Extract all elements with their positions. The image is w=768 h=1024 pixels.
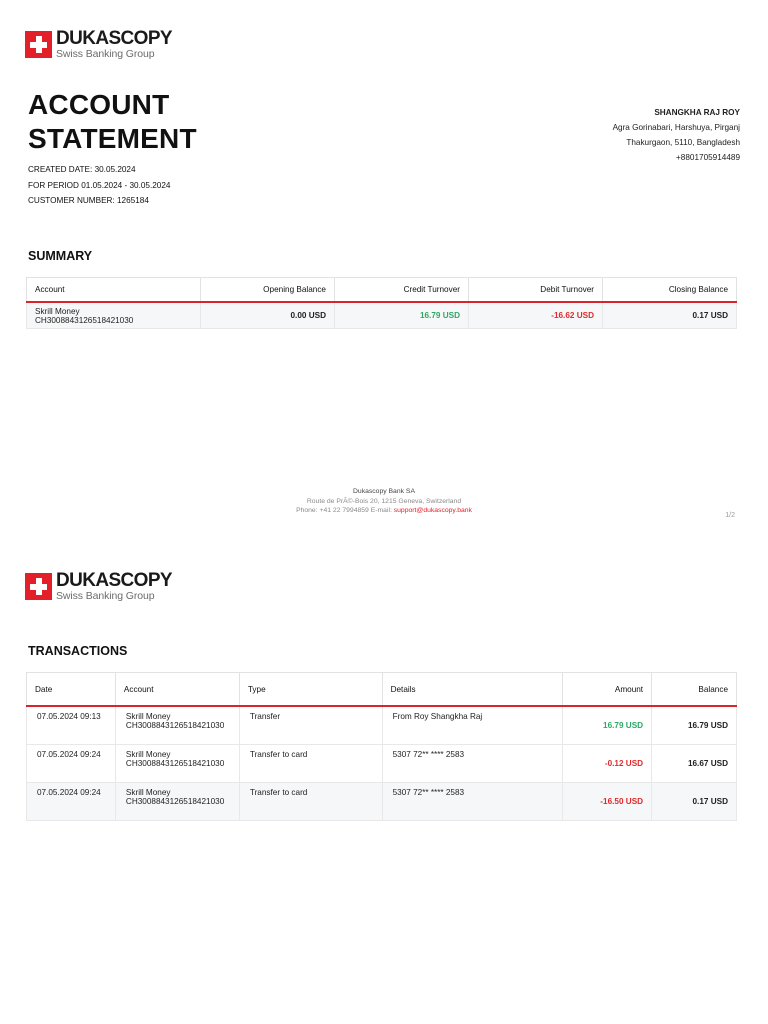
summary-table — [26, 277, 737, 329]
tx-date: 07.05.2024 09:13 — [27, 706, 116, 745]
table-row — [27, 745, 737, 783]
logo-name: DUKASCOPY — [56, 570, 173, 591]
logo-name: DUKASCOPY — [56, 28, 173, 49]
account-iban: CH3008843126518421030 — [125, 759, 225, 768]
tx-col-amount: Amount — [563, 673, 652, 707]
summary-col-account: Account — [27, 278, 201, 303]
logo-subtitle: Swiss Banking Group — [56, 48, 155, 60]
footer-contact — [0, 506, 768, 516]
tx-details: From Roy Shangkha Raj — [382, 706, 563, 745]
summary-col-debit: Debit Turnover — [469, 278, 603, 303]
account-name: Skrill Money — [125, 712, 171, 721]
customer-address-line-1: Agra Gorinabari, Harshuya, Pirganj — [612, 123, 740, 132]
swiss-cross-icon — [25, 573, 52, 600]
logo-subtitle: Swiss Banking Group — [56, 590, 155, 602]
customer-number: CUSTOMER NUMBER: 1265184 — [28, 196, 149, 205]
swiss-cross-icon — [25, 31, 52, 58]
summary-col-credit: Credit Turnover — [335, 278, 469, 303]
account-name: Skrill Money — [125, 750, 171, 759]
transactions-table — [26, 672, 737, 821]
created-date: CREATED DATE: 30.05.2024 — [28, 165, 136, 174]
customer-address-line-2: Thakurgaon, 5110, Bangladesh — [626, 138, 740, 147]
tx-type: Transfer to card — [239, 783, 382, 821]
summary-col-closing: Closing Balance — [603, 278, 737, 303]
tx-account — [115, 745, 239, 783]
account-name: Skrill Money — [125, 788, 171, 797]
transactions-heading: TRANSACTIONS — [28, 644, 128, 658]
footer-phone: Phone: +41 22 7994859 E-mail: — [296, 507, 394, 514]
tx-account — [115, 706, 239, 745]
tx-date: 07.05.2024 09:24 — [27, 745, 116, 783]
account-iban: CH3008843126518421030 — [125, 721, 225, 730]
closing-balance: 0.17 USD — [603, 302, 737, 329]
tx-amount: -16.50 USD — [563, 783, 652, 821]
table-row — [27, 302, 737, 329]
tx-col-balance: Balance — [652, 673, 737, 707]
tx-col-account: Account — [115, 673, 239, 707]
account-name: Skrill Money — [35, 306, 80, 316]
account-iban: CH3008843126518421030 — [35, 315, 134, 325]
title-line-1: ACCOUNT — [28, 89, 170, 120]
summary-col-opening: Opening Balance — [201, 278, 335, 303]
tx-type: Transfer — [239, 706, 382, 745]
tx-col-date: Date — [27, 673, 116, 707]
page-footer — [0, 487, 768, 516]
tx-amount: -0.12 USD — [563, 745, 652, 783]
tx-balance: 16.67 USD — [652, 745, 737, 783]
table-row — [27, 783, 737, 821]
tx-col-details: Details — [382, 673, 563, 707]
tx-col-type: Type — [239, 673, 382, 707]
footer-address: Route de PrÃ©-Bois 20, 1215 Geneva, Switzerland — [306, 497, 462, 505]
customer-address-block — [613, 105, 740, 165]
debit-turnover: -16.62 USD — [469, 302, 603, 329]
footer-email-link[interactable]: support@dukascopy.bank — [393, 507, 472, 514]
summary-heading: SUMMARY — [28, 249, 93, 263]
tx-type: Transfer to card — [239, 745, 382, 783]
tx-date: 07.05.2024 09:24 — [27, 783, 116, 821]
customer-phone: +8801705914489 — [676, 153, 740, 162]
transactions-header-row — [27, 673, 737, 707]
summary-header-row — [27, 278, 737, 303]
company-logo — [25, 29, 172, 60]
page-title — [28, 88, 197, 156]
page-number: 1/2 — [725, 512, 735, 519]
summary-account-cell — [27, 302, 201, 329]
opening-balance: 0.00 USD — [201, 302, 335, 329]
company-logo — [25, 571, 172, 602]
tx-amount: 16.79 USD — [563, 706, 652, 745]
tx-details: 5307 72** **** 2583 — [382, 745, 563, 783]
footer-bank-name: Dukascopy Bank SA — [353, 488, 415, 495]
tx-details: 5307 72** **** 2583 — [382, 783, 563, 821]
statement-period: FOR PERIOD 01.05.2024 - 30.05.2024 — [28, 181, 171, 190]
tx-balance: 0.17 USD — [652, 783, 737, 821]
account-iban: CH3008843126518421030 — [125, 797, 225, 806]
credit-turnover: 16.79 USD — [335, 302, 469, 329]
tx-balance: 16.79 USD — [652, 706, 737, 745]
tx-account — [115, 783, 239, 821]
customer-name: SHANGKHA RAJ ROY — [654, 108, 740, 117]
table-row — [27, 706, 737, 745]
title-line-2: STATEMENT — [28, 123, 197, 154]
